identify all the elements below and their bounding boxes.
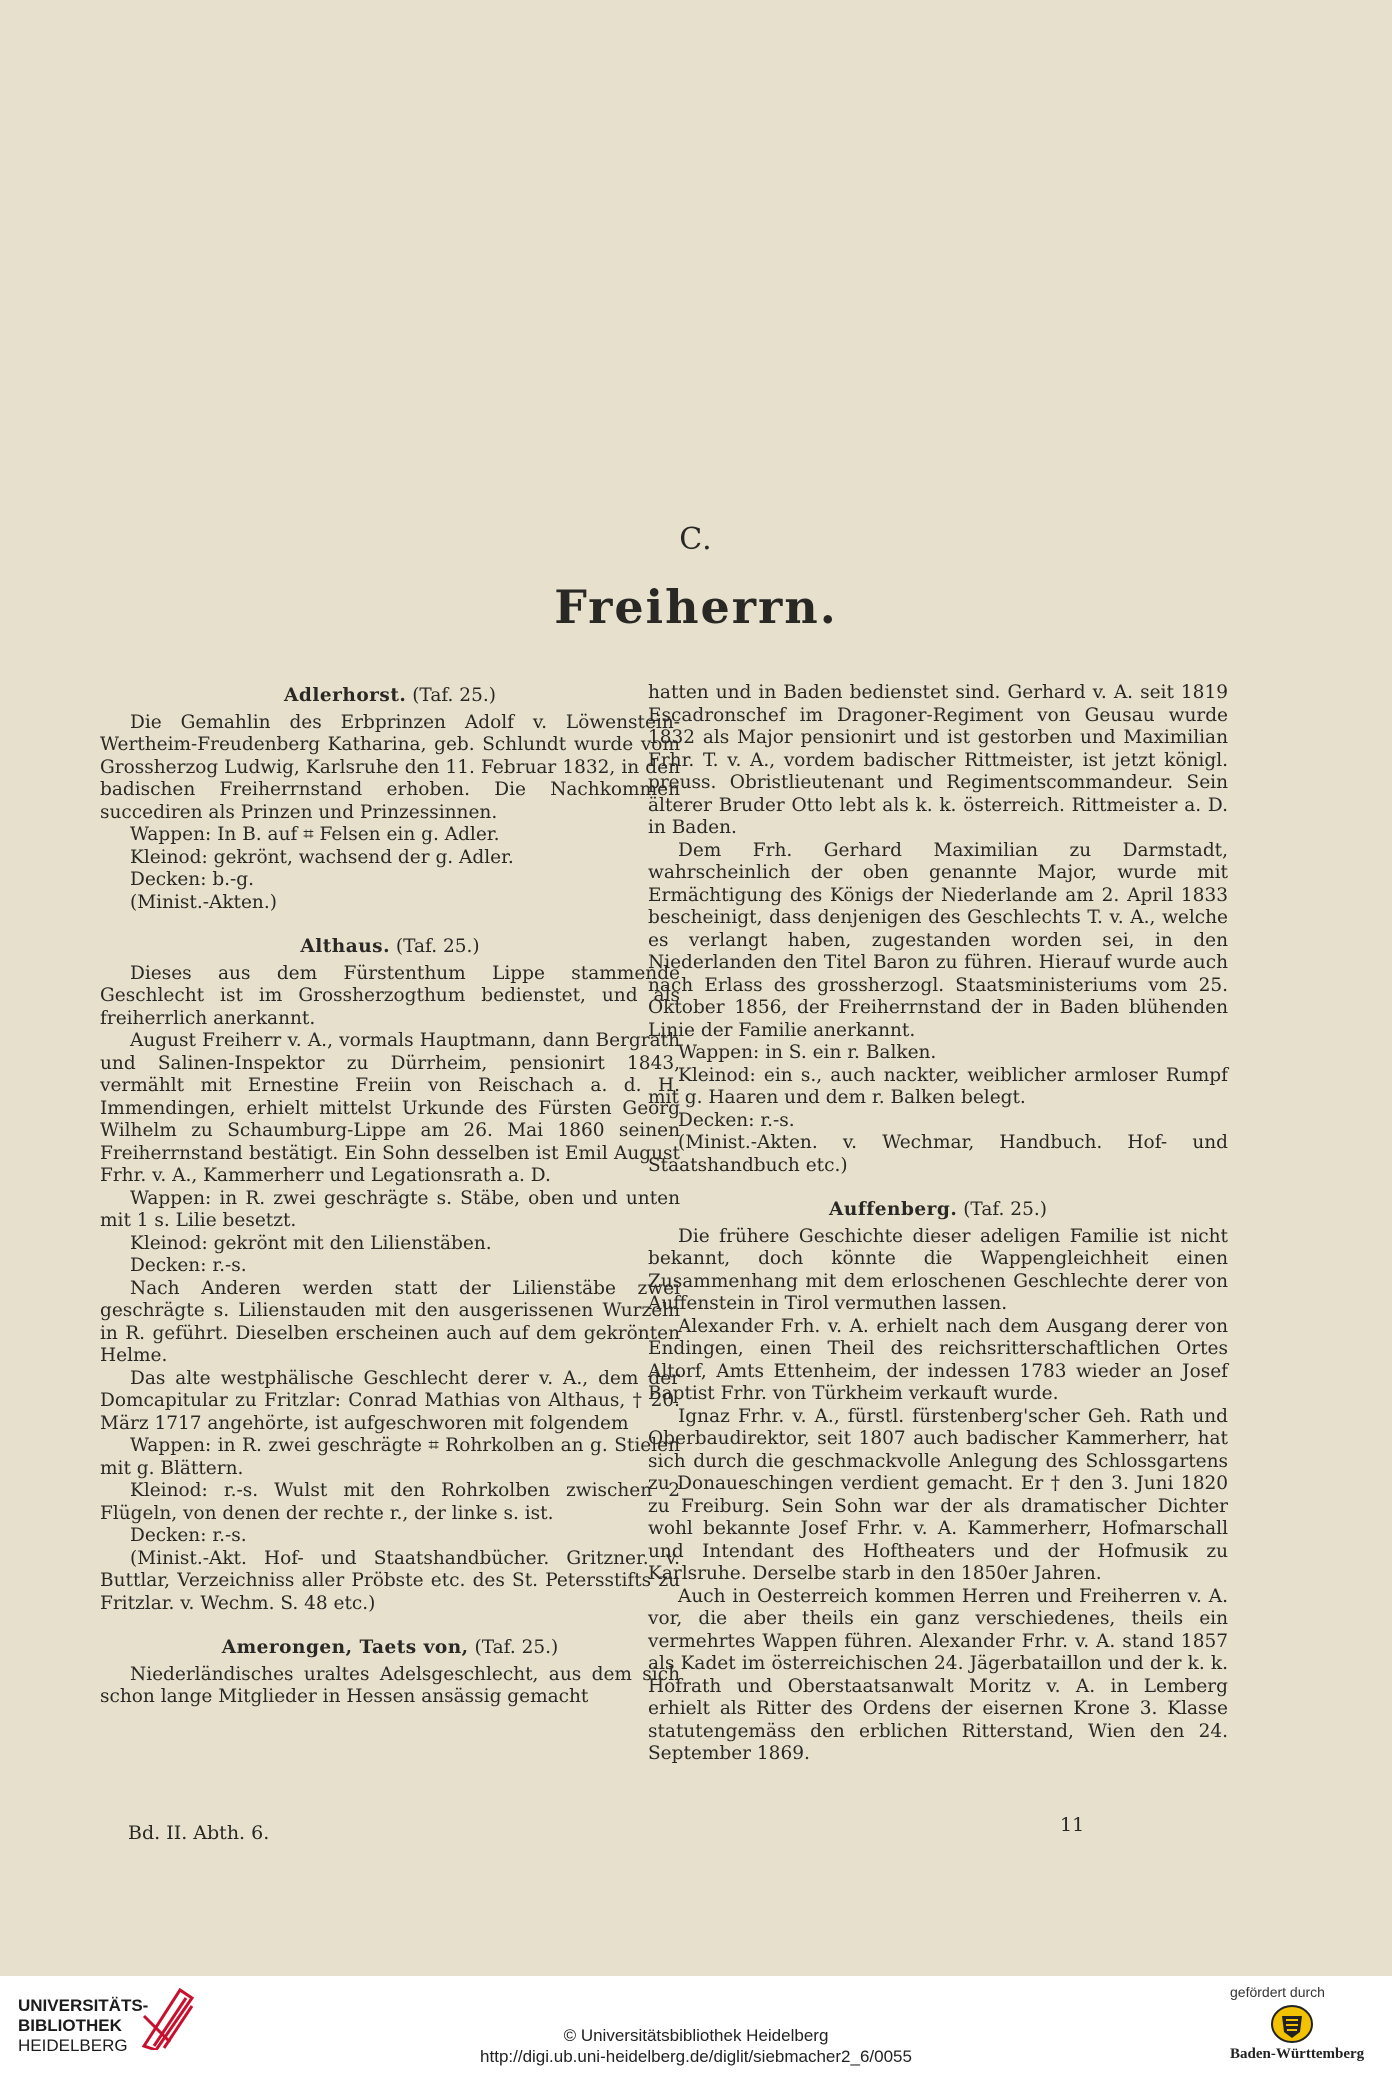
section-title: Freiherrn. xyxy=(554,580,838,634)
plate-ref: (Taf. 25.) xyxy=(474,1637,559,1658)
copyright-text: © Universitätsbibliothek Heidelberg xyxy=(563,2026,829,2045)
entry-name: Adlerhorst. xyxy=(284,685,407,706)
paragraph: Kleinod: gekrönt mit den Lilienstäben. xyxy=(130,1232,492,1254)
entry-heading-amerongen xyxy=(100,1637,680,1660)
plate-ref: (Taf. 25.) xyxy=(395,936,480,957)
paragraph: hatten und in Baden bedienstet sind. Gerhard v. A. seit 1819 Escadronschef im Dragoner-Regiment von Geusau wurde 1832 als Major pensionirt und ist gestorben und Maximilian Frhr. T. v. A., vordem badischer Rittmeister, ist jetzt königl. preuss. Obristlieutenant und Regimentscommandeur. Sein älterer Bruder Otto lebt als k. k. österreich. Rittmeister a. D. in Baden. xyxy=(648,682,1228,838)
paragraph: Decken: b.-g. xyxy=(130,869,255,890)
paragraph: Decken: r.-s. xyxy=(130,1525,247,1546)
paragraph: (Minist.-Akt. Hof- und Staatshandbücher. Gritzner. v. Buttlar, Verzeichniss aller Pröbste etc. des St. Petersstifts zu Fritzlar. v. Wechm. S. 48 etc.) xyxy=(100,1547,680,1614)
spacer xyxy=(100,1615,680,1637)
paragraph: Kleinod: ein s., auch nackter, weiblicher armloser Rumpf mit g. Haaren und dem r. Balken belegt. xyxy=(648,1064,1228,1108)
baden-wuerttemberg-seal-icon xyxy=(1270,2004,1314,2044)
entry-name: Auffenberg. xyxy=(829,1199,958,1220)
paragraph: Kleinod: gekrönt, wachsend der g. Adler. xyxy=(130,846,514,868)
paragraph: Dieses aus dem Fürstenthum Lippe stammende Geschlecht ist im Grossherzogthum bedienstet, und als freiherrlich anerkannt. xyxy=(100,962,680,1029)
paragraph: Das alte westphälische Geschlecht derer v. A., dem der Domcapitular zu Fritzlar: Conrad Mathias von Althaus, † 20. März 1717 angehörte, ist aufgeschworen mit folgendem xyxy=(100,1367,680,1434)
paragraph: Wappen: in S. ein r. Balken. xyxy=(678,1042,937,1063)
entry-name: Althaus. xyxy=(300,936,391,957)
entry-heading-adlerhorst xyxy=(100,685,680,708)
paragraph: Ignaz Frhr. v. A., fürstl. fürstenberg'scher Geh. Rath und Oberbaudirektor, seit 1807 auch badischer Kammerherr, hat sich durch die geschmackvolle Anlegung des Schlossgartens zu Donaueschingen verdient gemacht. Er † den 3. Juni 1820 zu Freiburg. Sein Sohn war der als dramatischer Dichter wohl bekannte Josef Frhr. v. A. Kammerherr, Hofmarschall und Intendant des Hoftheaters und der Hofmusik zu Karlsruhe. Derselbe starb in den 1850er Jahren. xyxy=(648,1405,1228,1584)
section-letter: C. xyxy=(679,522,713,557)
plate-ref: (Taf. 25.) xyxy=(412,685,496,706)
paragraph: Decken: r.-s. xyxy=(678,1109,795,1131)
volume-label: Bd. II. Abth. 6. xyxy=(128,1822,270,1844)
logo-line: HEIDELBERG xyxy=(18,2036,128,2055)
logo-line: UNIVERSITÄTS- xyxy=(18,1996,149,2015)
logo-line: BIBLIOTHEK xyxy=(18,2016,122,2035)
paragraph: Dem Frh. Gerhard Maximilian zu Darmstadt, wahrscheinlich der oben genannte Major, wurde mit Ermächtigung des Königs der Niederlande am 2. April 1833 bescheinigt, dass denjenigen des Geschlechts T. v. A., welche es verlangt haben, zugestanden worden sei, in den Niederlanden den Titel Baron zu führen. Hierauf wurde auch nach Erlass des grossherzogl. Staatsministeriums vom 25. Oktober 1856, der Freiherrnstand der in Baden blühenden Linie der Familie anerkannt. xyxy=(648,839,1228,1041)
spacer xyxy=(100,914,680,936)
left-column xyxy=(100,685,680,1709)
paragraph: (Minist.-Akten. v. Wechmar, Handbuch. Hof- und Staatshandbuch etc.) xyxy=(648,1132,1228,1176)
paragraph: Decken: r.-s. xyxy=(130,1255,247,1276)
paragraph: August Freiherr v. A., vormals Hauptmann, dann Bergrath und Salinen-Inspektor zu Dürrheim, pensionirt 1843, vermählt mit Ernestine Freiin von Reischach a. d. H. Immendingen, erhielt mittelst Urkunde des Fürsten Georg Wilhelm zu Schaumburg-Lippe am 26. Mai 1860 seinen Freiherrnstand bestätigt. Ein Sohn desselben ist Emil August Frhr. v. A., Kammerherr und Legationsrath a. D. xyxy=(100,1030,680,1186)
paragraph: Alexander Frh. v. A. erhielt nach dem Ausgang derer von Endingen, einen Theil des reichsritterschaftlichen Ortes Altorf, Amts Ettenheim, der indessen 1783 wieder an Josef Baptist Frhr. von Türkheim verkauft wurde. xyxy=(648,1315,1228,1404)
page-number: 11 xyxy=(1060,1814,1085,1836)
entry-heading-althaus xyxy=(100,936,680,959)
paragraph: Wappen: in R. zwei geschrägte s. Stäbe, oben und unten mit 1 s. Lilie besetzt. xyxy=(100,1187,680,1231)
paragraph: (Minist.-Akten.) xyxy=(130,891,277,913)
paragraph: Wappen: In B. auf ⌗ Felsen ein g. Adler. xyxy=(130,824,500,845)
spacer xyxy=(648,1177,1228,1199)
paragraph: Auch in Oesterreich kommen Herren und Freiherren v. A. vor, die aber theils ein ganz verschiedenes, theils ein vermehrtes Wappen führen. Alexander Frhr. v. A. stand 1857 als Kadet im österreichischen 24. Jägerbataillon und der k. k. Hofrath und Oberstaatsanwalt Moritz v. A. in Lemberg erhielt als Ritter des Ordens der eisernen Krone 3. Klasse statutengemäss den erblichen Ritterstand, Wien den 24. September 1869. xyxy=(648,1585,1228,1764)
paragraph: Die frühere Geschichte dieser adeligen Familie ist nicht bekannt, doch könnte die Wappengleichheit einen Zusammenhang mit dem erloschenen Geschlechte derer von Auffenstein in Tirol vermuthen lassen. xyxy=(648,1225,1228,1314)
paragraph: Die Gemahlin des Erbprinzen Adolf v. Löwenstein-Wertheim-Freudenberg Katharina, geb. Schlundt wurde vom Grossherzog Ludwig, Karlsruhe den 11. Februar 1832, in den badischen Freiherrnstand erhoben. Die Nachkommen succediren als Prinzen und Prinzessinnen. xyxy=(100,711,680,823)
permalink-url[interactable]: http://digi.ub.uni-heidelberg.de/diglit/siebmacher2_6/0055 xyxy=(480,2047,912,2066)
entry-heading-auffenberg xyxy=(648,1199,1228,1222)
plate-ref: (Taf. 25.) xyxy=(963,1199,1047,1220)
paragraph: Kleinod: r.-s. Wulst mit den Rohrkolben zwischen 2 Flügeln, von denen der rechte r., der linke s. ist. xyxy=(100,1480,680,1524)
paragraph: Niederländisches uraltes Adelsgeschlecht, aus dem sich schon lange Mitglieder in Hessen ansässig gemacht xyxy=(100,1663,680,1707)
sponsor-name: Baden-Württemberg xyxy=(1230,2046,1365,2062)
right-column xyxy=(648,682,1228,1766)
paragraph: Wappen: in R. zwei geschrägte ⌗ Rohrkolben an g. Stielen mit g. Blättern. xyxy=(100,1435,680,1479)
sponsor-label: gefördert durch xyxy=(1230,1984,1325,2000)
paragraph: Nach Anderen werden statt der Lilienstäbe zwei geschrägte s. Lilienstauden mit den ausgerissenen Wurzeln in R. geführt. Dieselben erscheinen auch auf dem gekrönten Helme. xyxy=(100,1277,680,1366)
entry-name: Amerongen, Taets von, xyxy=(221,1637,469,1658)
library-footer-bar xyxy=(0,1976,1392,2074)
